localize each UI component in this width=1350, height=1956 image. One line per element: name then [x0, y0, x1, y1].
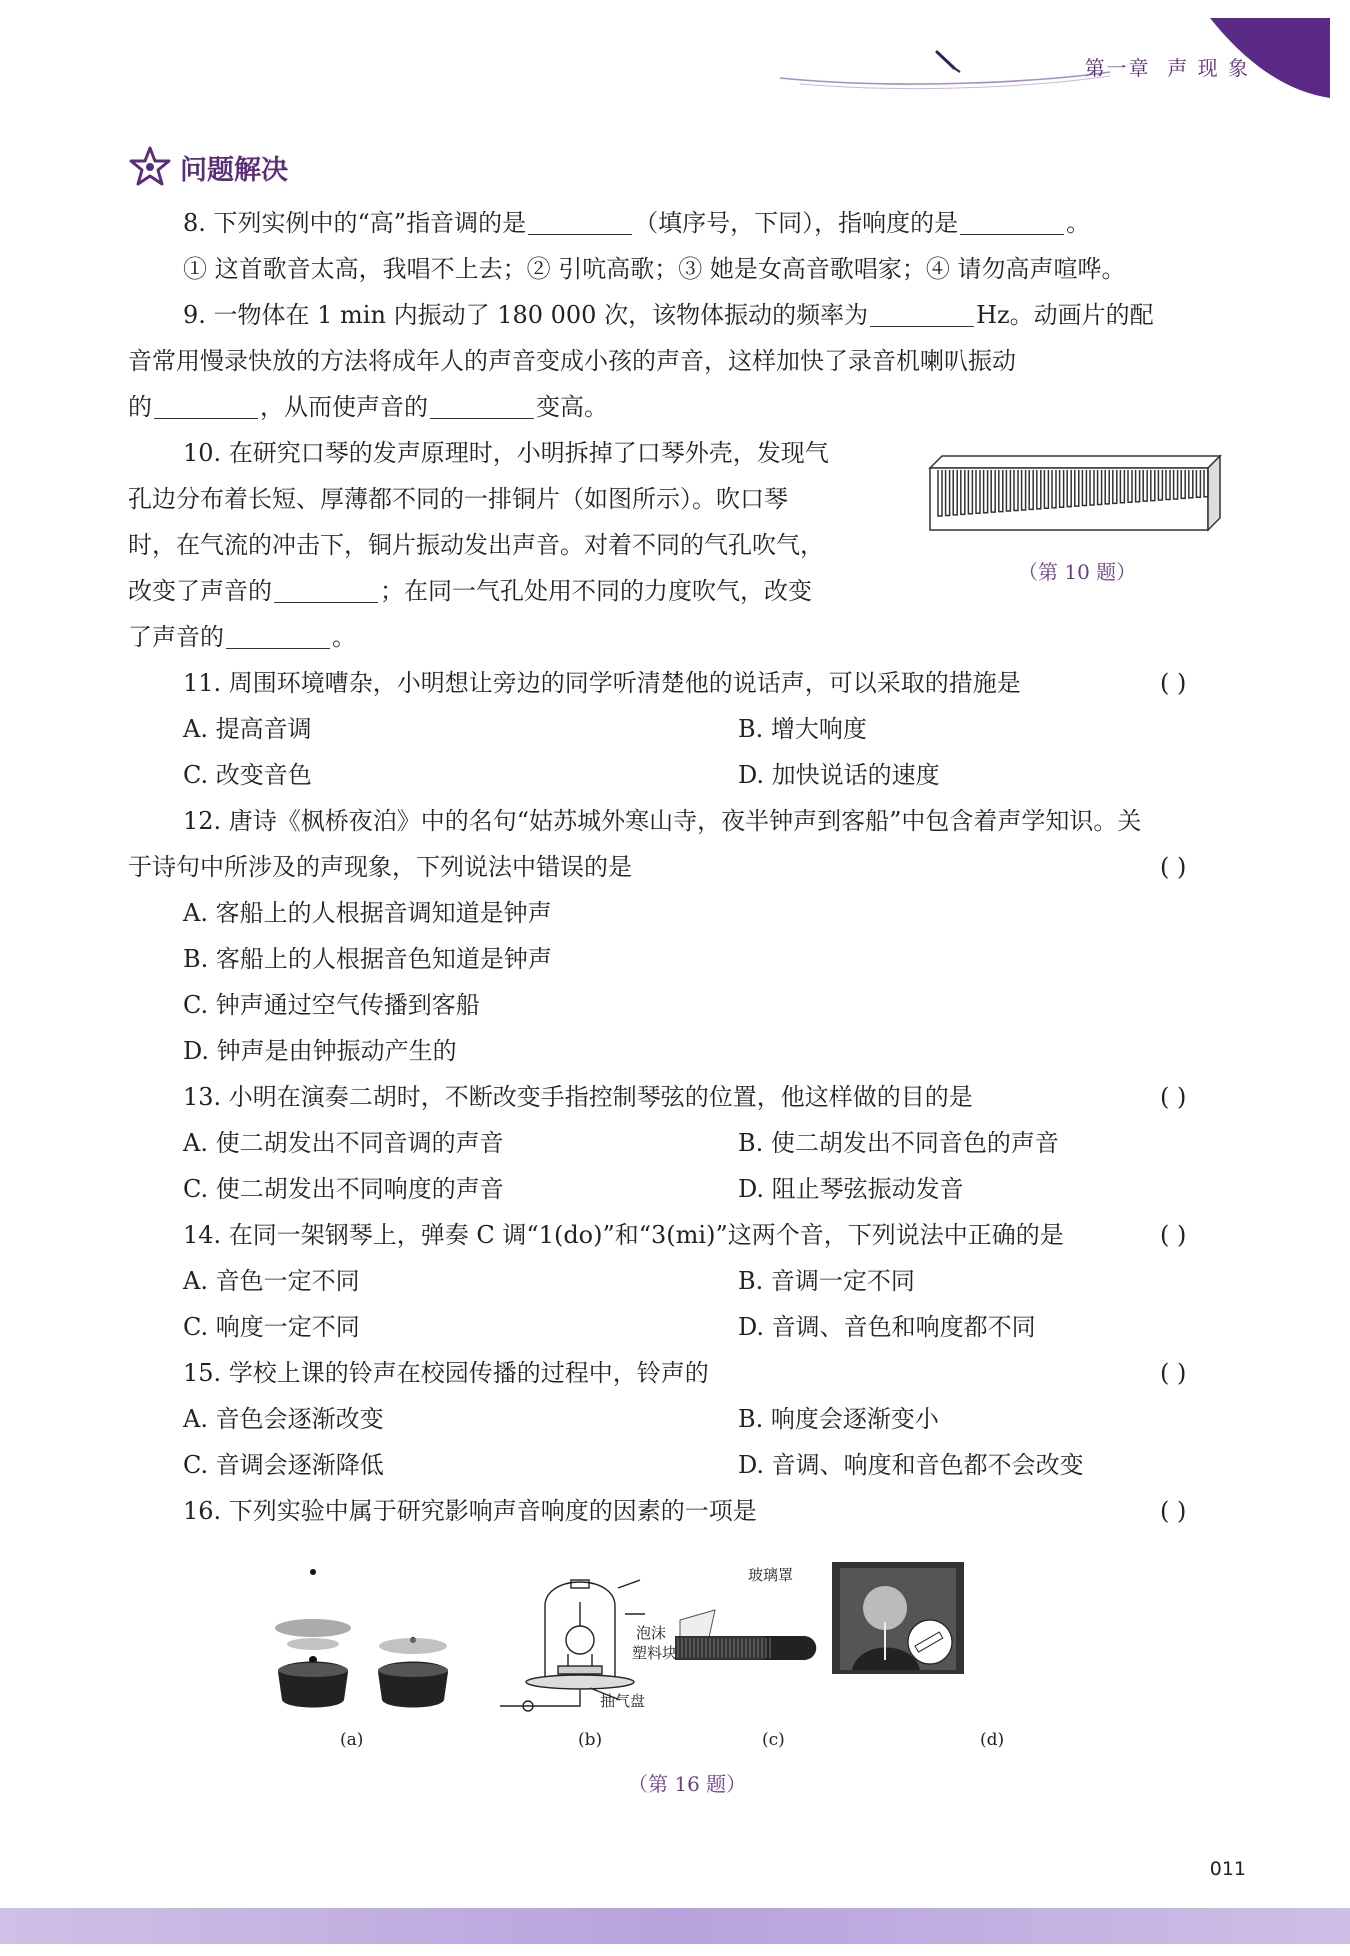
comb-and-card-figure [675, 1610, 816, 1660]
q11-option-b[interactable]: B. 增大响度 [738, 715, 867, 743]
harmonica-reed-figure [924, 448, 1224, 536]
q9-text-b: Hz。动画片的配 [976, 301, 1154, 329]
q14-stem: 14. 在同一架钢琴上，弹奏 C 调“1(do)”和“3(mi)”这两个音，下列说法中正确的是 [183, 1221, 1064, 1249]
q15-option-d[interactable]: D. 音调、响度和音色都不会改变 [738, 1451, 1084, 1479]
q13-option-d[interactable]: D. 阻止琴弦振动发音 [738, 1175, 964, 1203]
q15-option-b[interactable]: B. 响度会逐渐变小 [738, 1405, 939, 1433]
q9-text-d: ，从而使声音的 [260, 393, 428, 421]
q10-text-d: 。 [332, 623, 356, 651]
figure-16-caption: （第 16 题） [628, 1772, 747, 1796]
drum-experiment-figure [275, 1569, 448, 1708]
q13-option-b[interactable]: B. 使二胡发出不同音色的声音 [738, 1129, 1059, 1157]
q9-line-2: 音常用慢录快放的方法将成年人的声音变成小孩的声音，这样加快了录音机喇叭振动 [128, 347, 1016, 375]
q15-stem: 15. 学校上课的铃声在校园传播的过程中，铃声的 [183, 1359, 709, 1387]
answer-parentheses[interactable]: ( ) [1160, 853, 1187, 881]
q10-line-1: 10. 在研究口琴的发声原理时，小明拆掉了口琴外壳，发现气 [183, 439, 829, 467]
section-heading [128, 145, 288, 189]
q12-option-d[interactable]: D. 钟声是由钟振动产生的 [183, 1037, 457, 1065]
answer-blank[interactable] [226, 624, 330, 649]
q10-line-5 [128, 620, 356, 654]
q12-option-c[interactable]: C. 钟声通过空气传播到客船 [183, 991, 480, 1019]
answer-parentheses[interactable]: ( ) [1160, 1497, 1187, 1525]
q16-stem: 16. 下列实验中属于研究影响声音响度的因素的一项是 [183, 1497, 757, 1525]
answer-blank[interactable] [960, 210, 1064, 235]
pump-disc-label: 抽气盘 [600, 1692, 646, 1710]
q13-option-c[interactable]: C. 使二胡发出不同响度的声音 [183, 1175, 504, 1203]
q9-text-a: 9. 一物体在 1 min 内振动了 180 000 次，该物体振动的频率为 [183, 301, 869, 329]
q9-text-e: 变高。 [536, 393, 608, 421]
q14-option-a[interactable]: A. 音色一定不同 [183, 1267, 360, 1295]
q8-line-2: ① 这首歌音太高，我唱不上去；② 引吭高歌；③ 她是女高音歌唱家；④ 请勿高声喧哗。 [183, 255, 1126, 283]
glass-cover-label: 玻璃罩 [748, 1566, 794, 1584]
chapter-title: 声 现 象 [1167, 56, 1250, 80]
q11-option-c[interactable]: C. 改变音色 [183, 761, 312, 789]
q10-text-a: 改变了声音的 [128, 577, 272, 605]
chapter-number: 第一章 [1084, 56, 1151, 80]
pen-icon [934, 48, 962, 74]
q10-line-3: 时，在气流的冲击下，铜片振动发出声音。对着不同的气孔吹气， [128, 531, 824, 559]
q13-stem: 13. 小明在演奏二胡时，不断改变手指控制琴弦的位置，他这样做的目的是 [183, 1083, 973, 1111]
q13-option-a[interactable]: A. 使二胡发出不同音调的声音 [183, 1129, 504, 1157]
answer-blank[interactable] [154, 394, 258, 419]
q8-text-b: （填序号，下同），指响度的是 [634, 209, 959, 237]
answer-blank[interactable] [870, 302, 974, 327]
q11-option-d[interactable]: D. 加快说话的速度 [738, 761, 940, 789]
q10-line-4 [128, 574, 812, 608]
answer-blank[interactable] [274, 578, 378, 603]
figure-a-label: (a) [340, 1730, 364, 1750]
q12-line-2: 于诗句中所涉及的声现象，下列说法中错误的是 [128, 853, 632, 881]
q10-text-c: 了声音的 [128, 623, 224, 651]
answer-blank[interactable] [430, 394, 534, 419]
section-title: 问题解决 [180, 154, 288, 186]
q9-line-3 [128, 390, 608, 424]
answer-parentheses[interactable]: ( ) [1160, 669, 1187, 697]
star-icon [128, 145, 172, 189]
q8-line-1 [183, 206, 1090, 240]
q12-option-a[interactable]: A. 客船上的人根据音调知道是钟声 [183, 899, 552, 927]
q8-text-c: 。 [1066, 209, 1091, 237]
q14-option-c[interactable]: C. 响度一定不同 [183, 1313, 360, 1341]
page-number: 011 [1209, 1858, 1246, 1880]
q10-text-b: ；在同一气孔处用不同的力度吹气，改变 [380, 577, 812, 605]
q10-line-2: 孔边分布着长短、厚薄都不同的一排铜片（如图所示）。吹口琴 [128, 485, 788, 513]
figure-10-caption: （第 10 题） [1018, 560, 1137, 584]
q8-text-a: 8. 下列实例中的“高”指音调的是 [183, 209, 527, 237]
q14-option-b[interactable]: B. 音调一定不同 [738, 1267, 915, 1295]
q11-stem: 11. 周围环境嘈杂，小明想让旁边的同学听清楚他的说话声，可以采取的措施是 [183, 669, 1021, 697]
answer-parentheses[interactable]: ( ) [1160, 1083, 1187, 1111]
answer-parentheses[interactable]: ( ) [1160, 1359, 1187, 1387]
q9-line-1 [183, 298, 1154, 332]
header-chapter [1085, 52, 1250, 81]
footer-band [0, 1908, 1350, 1944]
foam-label: 泡沫 [636, 1624, 667, 1642]
q12-option-b[interactable]: B. 客船上的人根据音色知道是钟声 [183, 945, 552, 973]
q15-option-a[interactable]: A. 音色会逐渐改变 [183, 1405, 384, 1433]
q15-option-c[interactable]: C. 音调会逐渐降低 [183, 1451, 384, 1479]
plastic-block-label: 塑料块 [632, 1644, 678, 1662]
figure-c-label: (c) [762, 1730, 785, 1750]
figure-d-label: (d) [980, 1730, 1005, 1750]
answer-parentheses[interactable]: ( ) [1160, 1221, 1187, 1249]
q14-option-d[interactable]: D. 音调、音色和响度都不同 [738, 1313, 1036, 1341]
answer-blank[interactable] [528, 210, 632, 235]
q11-option-a[interactable]: A. 提高音调 [183, 715, 312, 743]
child-blowing-photo [832, 1562, 964, 1674]
q12-line-1: 12. 唐诗《枫桥夜泊》中的名句“姑苏城外寒山寺，夜半钟声到客船”中包含着声学知识。关 [183, 807, 1142, 835]
q9-text-c: 的 [128, 393, 152, 421]
figure-b-label: (b) [578, 1730, 603, 1750]
